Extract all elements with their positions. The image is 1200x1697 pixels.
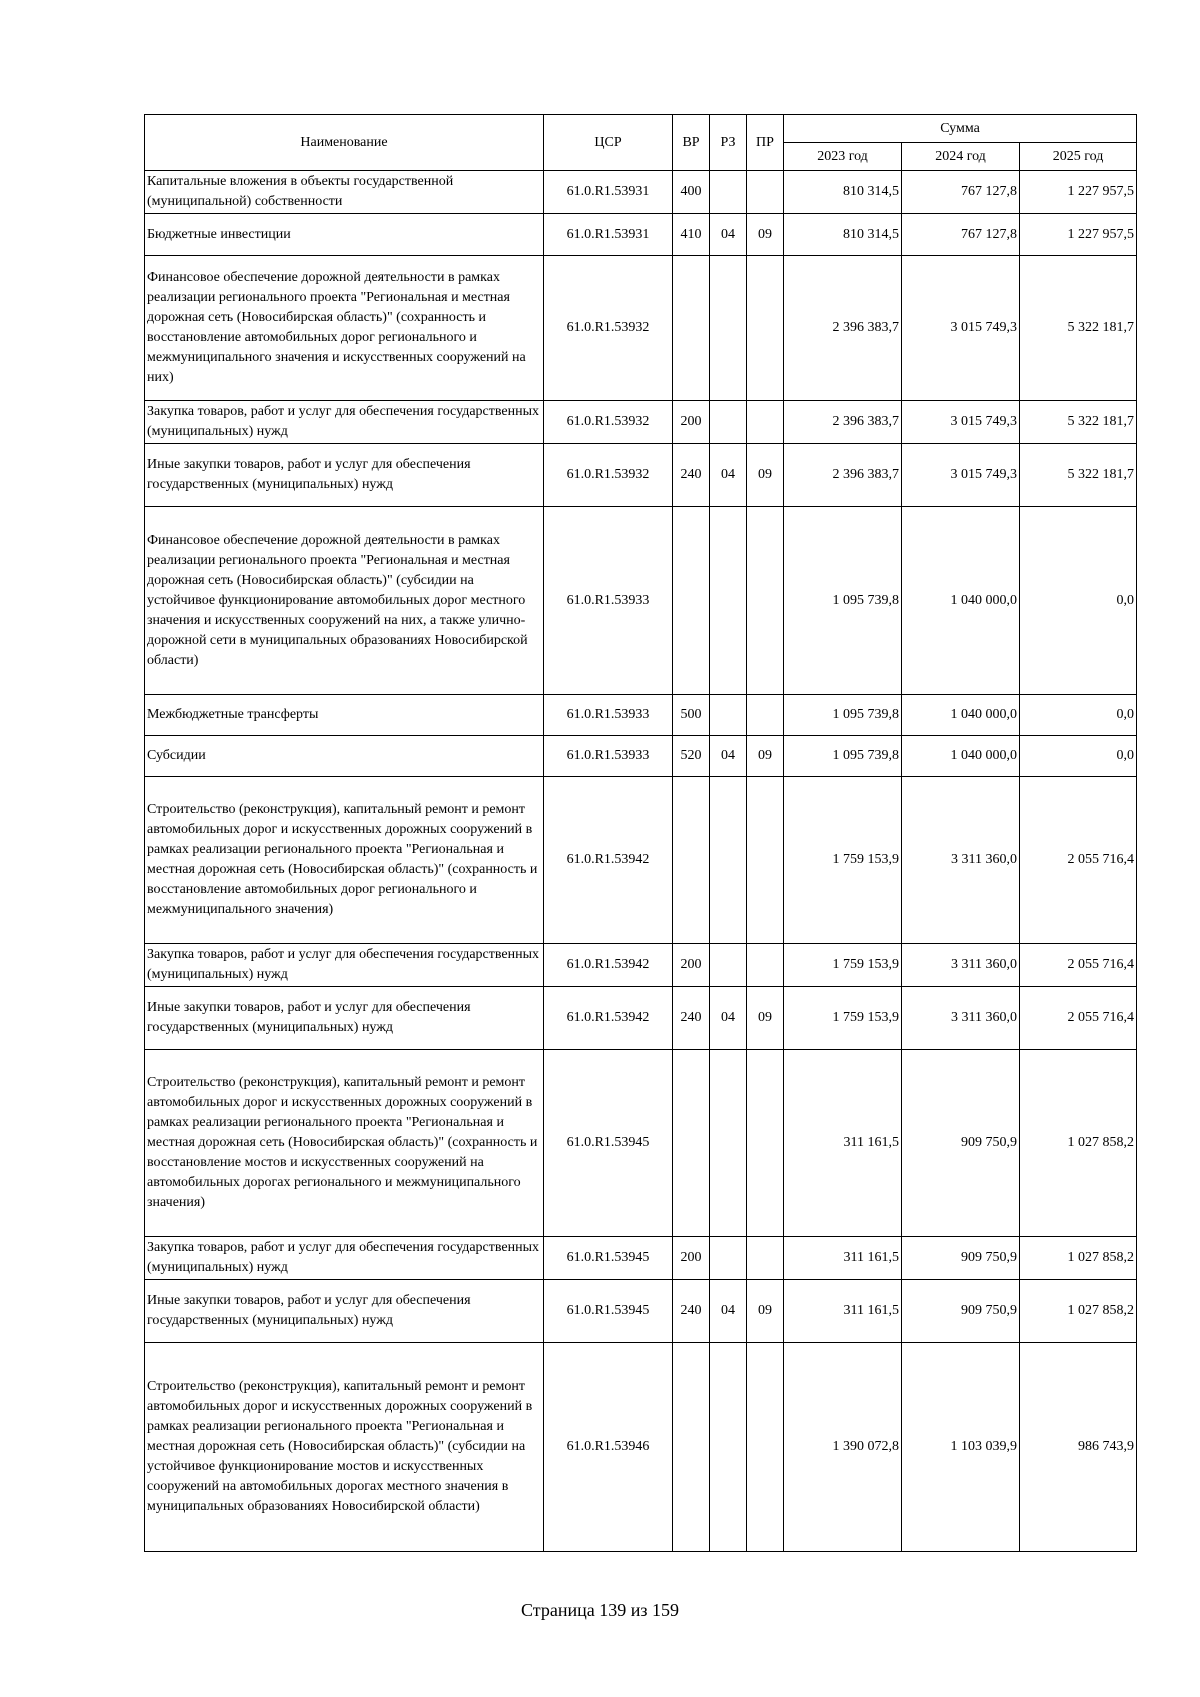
row-sum-2024: 767 127,8: [902, 214, 1020, 256]
table-row: [145, 1237, 1137, 1280]
row-csr: 61.0.R1.53942: [544, 987, 673, 1050]
header-sum: Сумма: [784, 115, 1137, 143]
row-csr: 61.0.R1.53931: [544, 214, 673, 256]
row-vr: 410: [673, 214, 710, 256]
row-name: Капитальные вложения в объекты государственной (муниципальной) собственности: [145, 171, 544, 214]
table-row: [145, 256, 1137, 401]
row-csr: 61.0.R1.53945: [544, 1280, 673, 1343]
row-vr: 200: [673, 944, 710, 987]
header-year-2024: 2024 год: [902, 143, 1020, 171]
row-sum-2023: 810 314,5: [784, 214, 902, 256]
row-sum-2023: 1 095 739,8: [784, 695, 902, 736]
row-csr: 61.0.R1.53942: [544, 777, 673, 944]
table-row: [145, 987, 1137, 1050]
row-rz: 04: [710, 1280, 747, 1343]
row-sum-2023: 2 396 383,7: [784, 444, 902, 507]
row-rz: [710, 1237, 747, 1280]
row-rz: [710, 256, 747, 401]
row-sum-2024: 1 103 039,9: [902, 1343, 1020, 1552]
row-name: Строительство (реконструкция), капитальный ремонт и ремонт автомобильных дорог и искусственных дорожных сооружений в рамках реализации регионального проекта "Региональная и местная дорожная сеть (Новосибирская область)" (сохранность и восстановление автомобильных дорог регионального и межмуниципального значения): [145, 777, 544, 944]
row-pr: [747, 777, 784, 944]
row-rz: 04: [710, 736, 747, 777]
table-row: [145, 944, 1137, 987]
row-sum-2023: 810 314,5: [784, 171, 902, 214]
row-sum-2023: 1 759 153,9: [784, 777, 902, 944]
row-sum-2025: 2 055 716,4: [1020, 987, 1137, 1050]
row-csr: 61.0.R1.53945: [544, 1237, 673, 1280]
header-year-2023: 2023 год: [784, 143, 902, 171]
row-rz: [710, 944, 747, 987]
row-name: Закупка товаров, работ и услуг для обеспечения государственных (муниципальных) нужд: [145, 944, 544, 987]
row-rz: 04: [710, 444, 747, 507]
row-pr: [747, 944, 784, 987]
row-sum-2023: 2 396 383,7: [784, 401, 902, 444]
row-rz: [710, 507, 747, 695]
row-name: Строительство (реконструкция), капитальный ремонт и ремонт автомобильных дорог и искусственных дорожных сооружений в рамках реализации регионального проекта "Региональная и местная дорожная сеть (Новосибирская область)" (сохранность и восстановление мостов и искусственных сооружений на автомобильных дорогах регионального и межмуниципального значения): [145, 1050, 544, 1237]
header-csr: ЦСР: [544, 115, 673, 171]
row-sum-2023: 1 095 739,8: [784, 736, 902, 777]
row-sum-2023: 2 396 383,7: [784, 256, 902, 401]
row-vr: [673, 507, 710, 695]
row-pr: 09: [747, 1280, 784, 1343]
row-sum-2025: 986 743,9: [1020, 1343, 1137, 1552]
header-pr: ПР: [747, 115, 784, 171]
row-vr: 240: [673, 1280, 710, 1343]
row-sum-2024: 3 015 749,3: [902, 444, 1020, 507]
row-vr: 400: [673, 171, 710, 214]
row-vr: 240: [673, 987, 710, 1050]
row-csr: 61.0.R1.53933: [544, 736, 673, 777]
row-pr: [747, 1237, 784, 1280]
row-rz: [710, 1050, 747, 1237]
row-rz: [710, 777, 747, 944]
row-csr: 61.0.R1.53933: [544, 695, 673, 736]
row-sum-2025: 0,0: [1020, 507, 1137, 695]
row-sum-2024: 1 040 000,0: [902, 736, 1020, 777]
row-name: Межбюджетные трансферты: [145, 695, 544, 736]
table-row: [145, 777, 1137, 944]
row-name: Финансовое обеспечение дорожной деятельности в рамках реализации регионального проекта "Региональная и местная дорожная сеть (Новосибирская область)" (сохранность и восстановление автомобильных дорог регионального и межмуниципального значения и искусственных сооружений на них): [145, 256, 544, 401]
row-csr: 61.0.R1.53932: [544, 256, 673, 401]
row-rz: 04: [710, 987, 747, 1050]
row-name: Финансовое обеспечение дорожной деятельности в рамках реализации регионального проекта "Региональная и местная дорожная сеть (Новосибирская область)" (субсидии на устойчивое функционирование автомобильных дорог местного значения и искусственных сооружений на них, а также улично-дорожной сети в муниципальных образованиях Новосибирской области): [145, 507, 544, 695]
table-row: [145, 401, 1137, 444]
table-row: [145, 171, 1137, 214]
table-row: [145, 736, 1137, 777]
row-name: Иные закупки товаров, работ и услуг для обеспечения государственных (муниципальных) нужд: [145, 444, 544, 507]
table-row: [145, 444, 1137, 507]
row-sum-2024: 3 311 360,0: [902, 987, 1020, 1050]
row-sum-2024: 3 015 749,3: [902, 256, 1020, 401]
row-pr: 09: [747, 987, 784, 1050]
row-vr: 200: [673, 1237, 710, 1280]
row-sum-2024: 1 040 000,0: [902, 695, 1020, 736]
row-vr: [673, 256, 710, 401]
row-sum-2025: 1 027 858,2: [1020, 1050, 1137, 1237]
row-vr: [673, 1343, 710, 1552]
row-sum-2025: 5 322 181,7: [1020, 256, 1137, 401]
row-pr: [747, 256, 784, 401]
row-csr: 61.0.R1.53945: [544, 1050, 673, 1237]
row-name: Бюджетные инвестиции: [145, 214, 544, 256]
row-sum-2025: 0,0: [1020, 736, 1137, 777]
row-rz: [710, 171, 747, 214]
row-sum-2023: 311 161,5: [784, 1050, 902, 1237]
row-rz: [710, 1343, 747, 1552]
row-sum-2024: 3 311 360,0: [902, 944, 1020, 987]
row-rz: [710, 695, 747, 736]
row-pr: [747, 171, 784, 214]
row-csr: 61.0.R1.53931: [544, 171, 673, 214]
row-sum-2025: 1 227 957,5: [1020, 214, 1137, 256]
row-sum-2025: 2 055 716,4: [1020, 777, 1137, 944]
row-sum-2024: 3 015 749,3: [902, 401, 1020, 444]
row-sum-2023: 311 161,5: [784, 1280, 902, 1343]
budget-table: [144, 114, 1137, 1552]
row-name: Субсидии: [145, 736, 544, 777]
row-pr: 09: [747, 444, 784, 507]
row-csr: 61.0.R1.53933: [544, 507, 673, 695]
row-sum-2024: 1 040 000,0: [902, 507, 1020, 695]
row-vr: [673, 777, 710, 944]
page-number: Страница 139 из 159: [521, 1600, 679, 1620]
row-csr: 61.0.R1.53942: [544, 944, 673, 987]
table-body: [145, 171, 1137, 1552]
table-row: [145, 1343, 1137, 1552]
header-name: Наименование: [145, 115, 544, 171]
row-vr: 240: [673, 444, 710, 507]
header-rz: РЗ: [710, 115, 747, 171]
row-sum-2025: 2 055 716,4: [1020, 944, 1137, 987]
row-sum-2025: 1 227 957,5: [1020, 171, 1137, 214]
row-name: Закупка товаров, работ и услуг для обеспечения государственных (муниципальных) нужд: [145, 401, 544, 444]
row-vr: 520: [673, 736, 710, 777]
row-sum-2025: 0,0: [1020, 695, 1137, 736]
row-sum-2025: 5 322 181,7: [1020, 444, 1137, 507]
row-sum-2024: 909 750,9: [902, 1237, 1020, 1280]
row-vr: [673, 1050, 710, 1237]
row-csr: 61.0.R1.53932: [544, 401, 673, 444]
row-sum-2025: 5 322 181,7: [1020, 401, 1137, 444]
row-pr: 09: [747, 736, 784, 777]
row-sum-2023: 1 759 153,9: [784, 987, 902, 1050]
row-csr: 61.0.R1.53932: [544, 444, 673, 507]
table-row: [145, 695, 1137, 736]
row-csr: 61.0.R1.53946: [544, 1343, 673, 1552]
row-pr: [747, 1050, 784, 1237]
row-sum-2023: 1 095 739,8: [784, 507, 902, 695]
row-name: Иные закупки товаров, работ и услуг для обеспечения государственных (муниципальных) нужд: [145, 1280, 544, 1343]
row-sum-2023: 1 759 153,9: [784, 944, 902, 987]
row-sum-2023: 1 390 072,8: [784, 1343, 902, 1552]
row-name: Закупка товаров, работ и услуг для обеспечения государственных (муниципальных) нужд: [145, 1237, 544, 1280]
row-vr: 500: [673, 695, 710, 736]
row-pr: [747, 507, 784, 695]
header-vr: ВР: [673, 115, 710, 171]
row-pr: [747, 1343, 784, 1552]
row-sum-2023: 311 161,5: [784, 1237, 902, 1280]
row-name: Иные закупки товаров, работ и услуг для обеспечения государственных (муниципальных) нужд: [145, 987, 544, 1050]
table-row: [145, 1050, 1137, 1237]
row-rz: [710, 401, 747, 444]
row-vr: 200: [673, 401, 710, 444]
table-row: [145, 1280, 1137, 1343]
row-pr: [747, 695, 784, 736]
row-sum-2025: 1 027 858,2: [1020, 1280, 1137, 1343]
header-year-2025: 2025 год: [1020, 143, 1137, 171]
row-sum-2024: 909 750,9: [902, 1050, 1020, 1237]
row-pr: 09: [747, 214, 784, 256]
row-rz: 04: [710, 214, 747, 256]
table-row: [145, 507, 1137, 695]
row-name: Строительство (реконструкция), капитальный ремонт и ремонт автомобильных дорог и искусственных дорожных сооружений в рамках реализации регионального проекта "Региональная и местная дорожная сеть (Новосибирская область)" (субсидии на устойчивое функционирование мостов и искусственных сооружений на автомобильных дорогах местного значения в муниципальных образованиях Новосибирской области): [145, 1343, 544, 1552]
row-sum-2024: 767 127,8: [902, 171, 1020, 214]
table-row: [145, 214, 1137, 256]
row-sum-2024: 909 750,9: [902, 1280, 1020, 1343]
row-sum-2024: 3 311 360,0: [902, 777, 1020, 944]
row-pr: [747, 401, 784, 444]
row-sum-2025: 1 027 858,2: [1020, 1237, 1137, 1280]
